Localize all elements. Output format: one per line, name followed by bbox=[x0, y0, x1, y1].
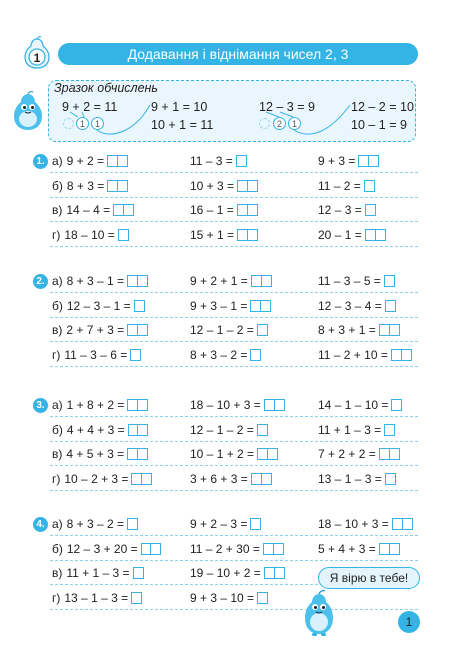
exercise-number: 1. bbox=[33, 154, 48, 169]
answer-boxes bbox=[365, 204, 376, 216]
answer-boxes bbox=[118, 229, 129, 241]
answer-box[interactable] bbox=[257, 592, 268, 604]
problem-expression: 11 – 3 = bbox=[190, 154, 233, 168]
problem-label: а) bbox=[52, 517, 63, 531]
answer-boxes bbox=[384, 275, 395, 287]
problem-expression: 14 – 1 – 10 = bbox=[318, 398, 389, 412]
problem bbox=[190, 446, 278, 462]
answer-boxes bbox=[391, 349, 412, 361]
answer-box[interactable] bbox=[117, 155, 128, 167]
sample-expr: 12 – 3 = 9 bbox=[259, 100, 315, 114]
problem-expression: 18 – 10 = bbox=[64, 227, 115, 242]
sample-title: Зразок обчислень bbox=[54, 81, 158, 95]
answer-boxes bbox=[385, 300, 396, 312]
problem-expression: 10 – 1 + 2 = bbox=[190, 447, 255, 461]
answer-boxes bbox=[127, 399, 148, 411]
problem bbox=[318, 273, 395, 289]
problem-label: б) bbox=[52, 541, 63, 556]
answer-box[interactable] bbox=[247, 204, 258, 216]
problem-expression: 8 + 3 – 2 = bbox=[66, 517, 125, 531]
answer-boxes bbox=[250, 518, 261, 530]
problem-expression: 9 + 3 – 1 = bbox=[190, 298, 248, 313]
answer-boxes bbox=[131, 473, 152, 485]
answer-box[interactable] bbox=[137, 424, 148, 436]
answer-boxes bbox=[385, 473, 396, 485]
problem-expression: 12 – 3 + 20 = bbox=[66, 541, 138, 556]
row-divider bbox=[50, 246, 418, 247]
problem bbox=[190, 590, 268, 606]
answer-boxes bbox=[391, 399, 402, 411]
answer-boxes bbox=[131, 592, 142, 604]
problem bbox=[52, 446, 148, 462]
problem bbox=[52, 422, 148, 438]
problem-label: а) bbox=[52, 274, 63, 288]
answer-boxes bbox=[130, 349, 141, 361]
problem bbox=[318, 347, 412, 363]
answer-box[interactable] bbox=[250, 518, 261, 530]
answer-box[interactable] bbox=[389, 448, 400, 460]
answer-box[interactable] bbox=[137, 448, 148, 460]
sample-expr: 9 + 1 = 10 bbox=[151, 100, 208, 114]
problem-expression: 14 – 4 = bbox=[66, 203, 111, 217]
encouragement-bubble: Я вірю в тебе! bbox=[318, 567, 420, 589]
problem-expression: 7 + 2 + 2 = bbox=[318, 447, 376, 461]
split-circle: 1 bbox=[288, 117, 301, 130]
exercise-number: 4. bbox=[33, 517, 48, 532]
answer-box[interactable] bbox=[274, 567, 285, 579]
problem bbox=[52, 590, 142, 606]
answer-box[interactable] bbox=[384, 424, 395, 436]
problem-expression: 15 + 1 = bbox=[190, 227, 235, 242]
answer-box[interactable] bbox=[274, 399, 285, 411]
answer-boxes bbox=[107, 155, 128, 167]
problem bbox=[318, 178, 375, 194]
problem bbox=[52, 202, 134, 218]
lesson-title: Додавання і віднімання чисел 2, 3 bbox=[58, 43, 418, 65]
problem bbox=[190, 202, 258, 218]
answer-box[interactable] bbox=[117, 180, 128, 192]
sample-expr: 10 + 1 = 11 bbox=[151, 118, 214, 132]
answer-boxes bbox=[127, 324, 148, 336]
mascot-bottom bbox=[300, 588, 338, 638]
answer-box[interactable] bbox=[260, 300, 271, 312]
problem-expression: 12 – 3 = bbox=[318, 203, 362, 217]
answer-boxes bbox=[141, 543, 162, 555]
problem-label: в) bbox=[52, 323, 63, 337]
answer-boxes bbox=[250, 349, 261, 361]
problem bbox=[318, 322, 400, 338]
problem bbox=[190, 397, 285, 413]
problem-label: г) bbox=[52, 590, 61, 605]
row-divider bbox=[50, 366, 418, 367]
answer-box[interactable] bbox=[402, 518, 413, 530]
problem bbox=[190, 422, 268, 438]
answer-boxes bbox=[264, 399, 285, 411]
answer-boxes bbox=[250, 300, 271, 312]
answer-box[interactable] bbox=[385, 473, 396, 485]
answer-boxes bbox=[251, 473, 272, 485]
answer-boxes bbox=[237, 204, 258, 216]
problem bbox=[318, 516, 413, 532]
problem bbox=[190, 298, 271, 314]
problem-label: г) bbox=[52, 227, 61, 242]
problem bbox=[318, 397, 402, 413]
answer-box[interactable] bbox=[127, 518, 138, 530]
problem-expression: 8 + 3 – 2 = bbox=[190, 347, 248, 362]
problem bbox=[52, 565, 144, 581]
problem-expression: 11 – 2 + 30 = bbox=[190, 541, 260, 556]
split-circle: 1 bbox=[76, 117, 89, 130]
answer-box[interactable] bbox=[385, 300, 396, 312]
answer-boxes bbox=[392, 518, 413, 530]
answer-box[interactable] bbox=[257, 324, 268, 336]
sample-expr: 12 – 2 = 10 bbox=[351, 100, 414, 114]
problem bbox=[52, 153, 128, 169]
answer-box[interactable] bbox=[137, 324, 148, 336]
problem bbox=[52, 178, 128, 194]
answer-boxes bbox=[127, 275, 148, 287]
answer-boxes bbox=[358, 155, 379, 167]
problem bbox=[190, 322, 268, 338]
problem-expression: 12 – 3 – 1 = bbox=[66, 298, 131, 313]
problem-expression: 9 + 3 – 10 = bbox=[190, 590, 255, 605]
problem bbox=[190, 178, 258, 194]
row-divider bbox=[50, 490, 418, 491]
problem-label: г) bbox=[52, 471, 61, 486]
problem-expression: 9 + 2 + 1 = bbox=[190, 274, 248, 288]
answer-box[interactable] bbox=[118, 229, 129, 241]
answer-boxes bbox=[263, 543, 284, 555]
answer-box[interactable] bbox=[141, 473, 152, 485]
problem-expression: 8 + 3 = bbox=[66, 178, 105, 193]
answer-boxes bbox=[257, 448, 278, 460]
problem bbox=[52, 471, 152, 487]
problem bbox=[318, 471, 396, 487]
answer-boxes bbox=[128, 424, 149, 436]
problem-label: а) bbox=[52, 398, 63, 412]
problem-expression: 12 – 1 – 2 = bbox=[190, 323, 254, 337]
answer-boxes bbox=[113, 204, 134, 216]
problem bbox=[190, 227, 258, 243]
row-divider bbox=[50, 441, 418, 442]
answer-box[interactable] bbox=[150, 543, 161, 555]
answer-boxes bbox=[133, 567, 144, 579]
problem-label: в) bbox=[52, 203, 63, 217]
problem bbox=[190, 565, 285, 581]
answer-box[interactable] bbox=[391, 399, 402, 411]
problem-label: б) bbox=[52, 178, 63, 193]
row-divider bbox=[50, 465, 418, 466]
row-divider bbox=[50, 172, 418, 173]
answer-box[interactable] bbox=[261, 275, 272, 287]
answer-boxes bbox=[364, 180, 375, 192]
problem-label: в) bbox=[52, 566, 63, 580]
problem-expression: 8 + 3 + 1 = bbox=[318, 323, 376, 337]
answer-box[interactable] bbox=[375, 229, 386, 241]
split-circle: 2 bbox=[273, 117, 286, 130]
problem-expression: 11 + 1 – 3 = bbox=[66, 566, 130, 580]
exercise-number: 3. bbox=[33, 398, 48, 413]
answer-boxes bbox=[379, 543, 400, 555]
answer-boxes bbox=[257, 324, 268, 336]
problem-expression: 4 + 4 + 3 = bbox=[66, 422, 125, 437]
problem bbox=[318, 227, 386, 243]
problem-expression: 11 – 2 = bbox=[318, 178, 361, 193]
answer-boxes bbox=[107, 180, 128, 192]
problem-label: б) bbox=[52, 422, 63, 437]
answer-boxes bbox=[237, 229, 258, 241]
problem bbox=[52, 273, 148, 289]
problem-expression: 11 – 2 + 10 = bbox=[318, 347, 388, 362]
answer-boxes bbox=[379, 448, 400, 460]
problem bbox=[190, 153, 247, 169]
problem bbox=[190, 471, 272, 487]
problem-expression: 11 + 1 – 3 = bbox=[318, 422, 382, 437]
lesson-number: 1 bbox=[33, 51, 41, 65]
problem-expression: 12 – 1 – 2 = bbox=[190, 422, 254, 437]
answer-box[interactable] bbox=[368, 155, 379, 167]
answer-boxes bbox=[257, 424, 268, 436]
answer-box[interactable] bbox=[131, 592, 142, 604]
problem bbox=[52, 227, 129, 243]
problem-expression: 11 – 3 – 5 = bbox=[318, 274, 381, 288]
problem-expression: 18 – 10 + 3 = bbox=[190, 398, 261, 412]
answer-box[interactable] bbox=[389, 324, 400, 336]
answer-box[interactable] bbox=[236, 155, 247, 167]
problem-expression: 20 – 1 = bbox=[318, 227, 362, 242]
problem-expression: 9 + 2 – 3 = bbox=[190, 517, 248, 531]
problem bbox=[318, 446, 400, 462]
row-divider bbox=[50, 341, 418, 342]
problem-label: б) bbox=[52, 298, 63, 313]
answer-box[interactable] bbox=[257, 424, 268, 436]
answer-boxes bbox=[365, 229, 386, 241]
problem-expression: 16 – 1 = bbox=[190, 203, 234, 217]
answer-boxes bbox=[384, 424, 395, 436]
row-divider bbox=[50, 535, 418, 536]
answer-boxes bbox=[127, 518, 138, 530]
problem-expression: 9 + 2 = bbox=[66, 154, 105, 168]
problem bbox=[52, 516, 138, 532]
problem bbox=[190, 273, 272, 289]
answer-box[interactable] bbox=[133, 567, 144, 579]
problem-expression: 4 + 5 + 3 = bbox=[66, 447, 125, 461]
answer-boxes bbox=[379, 324, 400, 336]
answer-boxes bbox=[237, 180, 258, 192]
sample-expr: 9 + 2 = 11 bbox=[62, 100, 118, 114]
problem-expression: 12 – 3 – 4 = bbox=[318, 298, 382, 313]
problem-expression: 2 + 7 + 3 = bbox=[66, 323, 125, 337]
page-number: 1 bbox=[398, 611, 420, 633]
answer-box[interactable] bbox=[273, 543, 284, 555]
answer-box[interactable] bbox=[137, 399, 148, 411]
answer-boxes bbox=[257, 592, 268, 604]
sample-arrows bbox=[0, 0, 451, 160]
problem bbox=[52, 347, 141, 363]
answer-box[interactable] bbox=[123, 204, 134, 216]
answer-box[interactable] bbox=[130, 349, 141, 361]
answer-box[interactable] bbox=[134, 300, 145, 312]
problem bbox=[190, 516, 261, 532]
problem bbox=[52, 397, 148, 413]
problem-label: в) bbox=[52, 447, 63, 461]
answer-boxes bbox=[251, 275, 272, 287]
problem-expression: 10 – 2 + 3 = bbox=[64, 471, 129, 486]
problem-expression: 18 – 10 + 3 = bbox=[318, 517, 389, 531]
problem-label: г) bbox=[52, 347, 61, 362]
problem bbox=[318, 422, 395, 438]
exercise-number: 2. bbox=[33, 274, 48, 289]
answer-boxes bbox=[127, 448, 148, 460]
problem bbox=[318, 202, 376, 218]
row-divider bbox=[50, 221, 418, 222]
problem bbox=[318, 153, 379, 169]
problem bbox=[52, 322, 148, 338]
answer-box[interactable] bbox=[365, 204, 376, 216]
problem bbox=[190, 541, 284, 557]
answer-box[interactable] bbox=[389, 543, 400, 555]
row-divider bbox=[50, 292, 418, 293]
problem-expression: 3 + 6 + 3 = bbox=[190, 471, 248, 486]
problem bbox=[318, 541, 400, 557]
row-divider bbox=[50, 317, 418, 318]
answer-box[interactable] bbox=[267, 448, 278, 460]
answer-boxes bbox=[134, 300, 145, 312]
problem-expression: 8 + 3 – 1 = bbox=[66, 274, 125, 288]
problem-expression: 19 – 10 + 2 = bbox=[190, 566, 261, 580]
split-circle: 1 bbox=[91, 117, 104, 130]
problem-expression: 9 + 3 = bbox=[318, 154, 356, 168]
pear-mascot-icon bbox=[300, 588, 338, 638]
answer-box[interactable] bbox=[137, 275, 148, 287]
row-divider bbox=[50, 197, 418, 198]
problem bbox=[52, 541, 161, 557]
problem-expression: 10 + 3 = bbox=[190, 178, 235, 193]
row-divider bbox=[50, 416, 418, 417]
problem bbox=[52, 298, 145, 314]
problem bbox=[318, 298, 396, 314]
answer-box[interactable] bbox=[261, 473, 272, 485]
problem-expression: 5 + 4 + 3 = bbox=[318, 541, 376, 556]
answer-box[interactable] bbox=[364, 180, 375, 192]
problem bbox=[190, 347, 261, 363]
problem-expression: 13 – 1 – 3 = bbox=[64, 590, 129, 605]
answer-box[interactable] bbox=[250, 349, 261, 361]
answer-box[interactable] bbox=[247, 229, 258, 241]
problem-expression: 13 – 1 – 3 = bbox=[318, 471, 382, 486]
sample-expr: 10 – 1 = 9 bbox=[351, 118, 407, 132]
row-divider bbox=[50, 560, 418, 561]
problem-expression: 1 + 8 + 2 = bbox=[66, 398, 125, 412]
answer-box[interactable] bbox=[247, 180, 258, 192]
answer-boxes bbox=[236, 155, 247, 167]
row-divider bbox=[50, 609, 418, 610]
answer-box[interactable] bbox=[384, 275, 395, 287]
problem-label: а) bbox=[52, 154, 63, 168]
problem-expression: 11 – 3 – 6 = bbox=[64, 347, 128, 362]
answer-box[interactable] bbox=[401, 349, 412, 361]
answer-boxes bbox=[264, 567, 285, 579]
